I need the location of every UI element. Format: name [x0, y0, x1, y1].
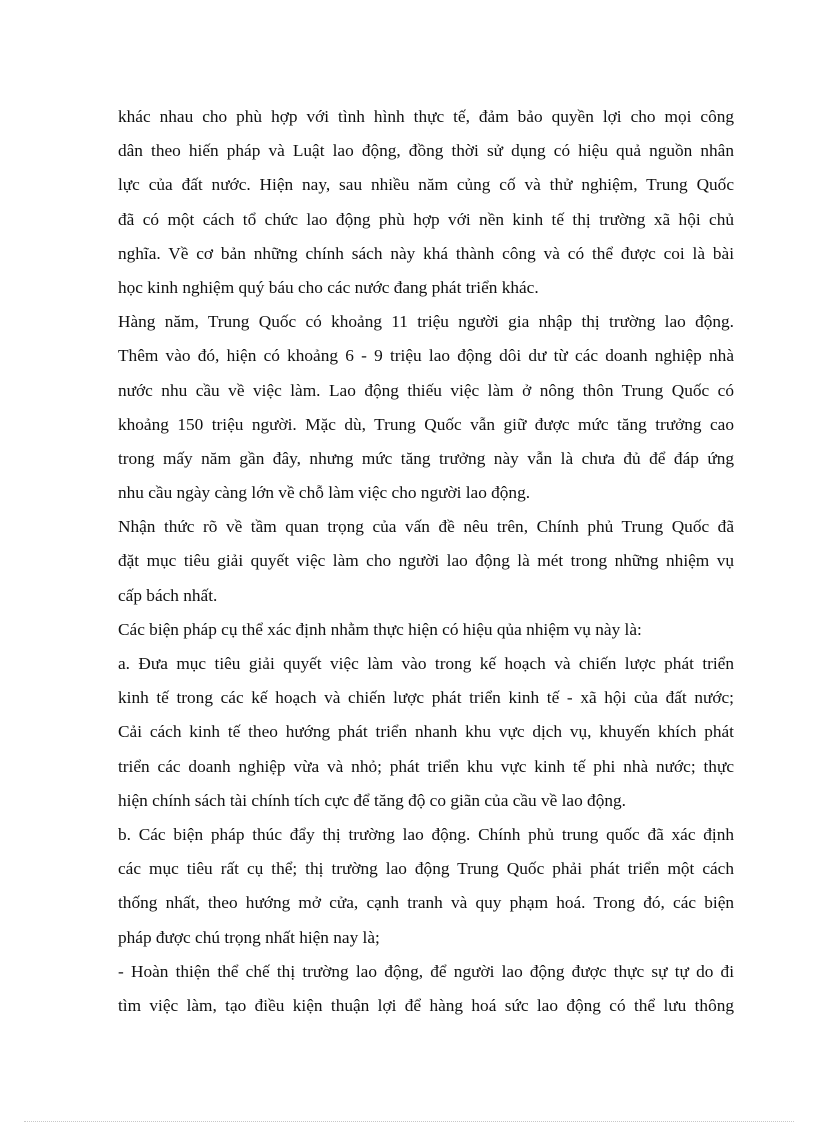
text-line: trong mấy năm gần đây, nhưng mức tăng trưởng này vẫn là chưa đủ để đáp ứng: [118, 448, 734, 468]
text-line: lực của đất nước. Hiện nay, sau nhiều năm củng cố và thử nghiệm, Trung Quốc: [118, 175, 734, 195]
text-line: Các biện pháp cụ thể xác định nhằm thực hiện có hiệu qủa nhiệm vụ này là:: [118, 619, 642, 639]
text-line: nhu cầu ngày càng lớn về chỗ làm việc cho người lao động.: [118, 483, 531, 503]
text-line: a. Đưa mục tiêu giải quyết việc làm vào trong kế hoạch và chiến lược phát triển: [118, 654, 734, 673]
text-line: - Hoàn thiện thể chế thị trường lao động, để người lao động được thực sự tự do đi: [118, 961, 734, 981]
text-line: kinh tế trong các kế hoạch và chiến lược phát triển kinh tế - xã hội của đất nước;: [118, 688, 734, 708]
text-line: đã có một cách tổ chức lao động phù hợp với nền kinh tế thị trường xã hội chủ: [118, 209, 734, 229]
text-line: học kinh nghiệm quý báu cho các nước đang phát triển khác.: [118, 277, 539, 297]
text-line: khoảng 150 triệu người. Mặc dù, Trung Quốc vẫn giữ được mức tăng trưởng cao: [118, 414, 734, 434]
text-line: đặt mục tiêu giải quyết việc làm cho người lao động là mét trong những nhiệm vụ: [118, 551, 734, 571]
text-line: tìm việc làm, tạo điều kiện thuận lợi để hàng hoá sức lao động có thể lưu thông: [118, 995, 734, 1015]
text-line: các mục tiêu rất cụ thể; thị trường lao động Trung Quốc phải phát triển một cách: [118, 859, 734, 879]
text-line: nghĩa. Về cơ bản những chính sách này khá thành công và có thể được coi là bài: [118, 243, 734, 263]
text-line: triển các doanh nghiệp vừa và nhỏ; phát triển khu vực kinh tế phi nhà nước; thực: [118, 756, 734, 776]
text-line: khác nhau cho phù hợp với tình hình thực tế, đảm bảo quyền lợi cho mọi công: [118, 107, 734, 126]
text-line: dân theo hiến pháp và Luật lao động, đồng thời sử dụng có hiệu quả nguồn nhân: [118, 141, 734, 161]
text-line: cấp bách nhất.: [118, 585, 218, 605]
text-line: Nhận thức rõ về tầm quan trọng của vấn đề nêu trên, Chính phủ Trung Quốc đã: [118, 517, 734, 537]
text-line: Thêm vào đó, hiện có khoảng 6 - 9 triệu lao động dôi dư từ các doanh nghiệp nhà: [118, 346, 734, 366]
text-line: hiện chính sách tài chính tích cực để tăng độ co giãn của cầu về lao động.: [118, 790, 626, 810]
body-text: [118, 100, 734, 1023]
text-line: b. Các biện pháp thúc đẩy thị trường lao động. Chính phủ trung quốc đã xác định: [118, 824, 734, 844]
text-line: Cải cách kinh tế theo hướng phát triển nhanh khu vực dịch vụ, khuyến khích phát: [118, 722, 734, 742]
text-line: pháp được chú trọng nhất hiện nay là;: [118, 927, 380, 947]
text-line: Hàng năm, Trung Quốc có khoảng 11 triệu người gia nhập thị trường lao động.: [118, 312, 734, 332]
page-bottom-rule: [24, 1121, 794, 1122]
text-line: nước nhu cầu về việc làm. Lao động thiếu việc làm ở nông thôn Trung Quốc có: [118, 380, 734, 400]
text-line: thống nhất, theo hướng mở cửa, cạnh tranh và quy phạm hoá. Trong đó, các biện: [118, 893, 734, 913]
